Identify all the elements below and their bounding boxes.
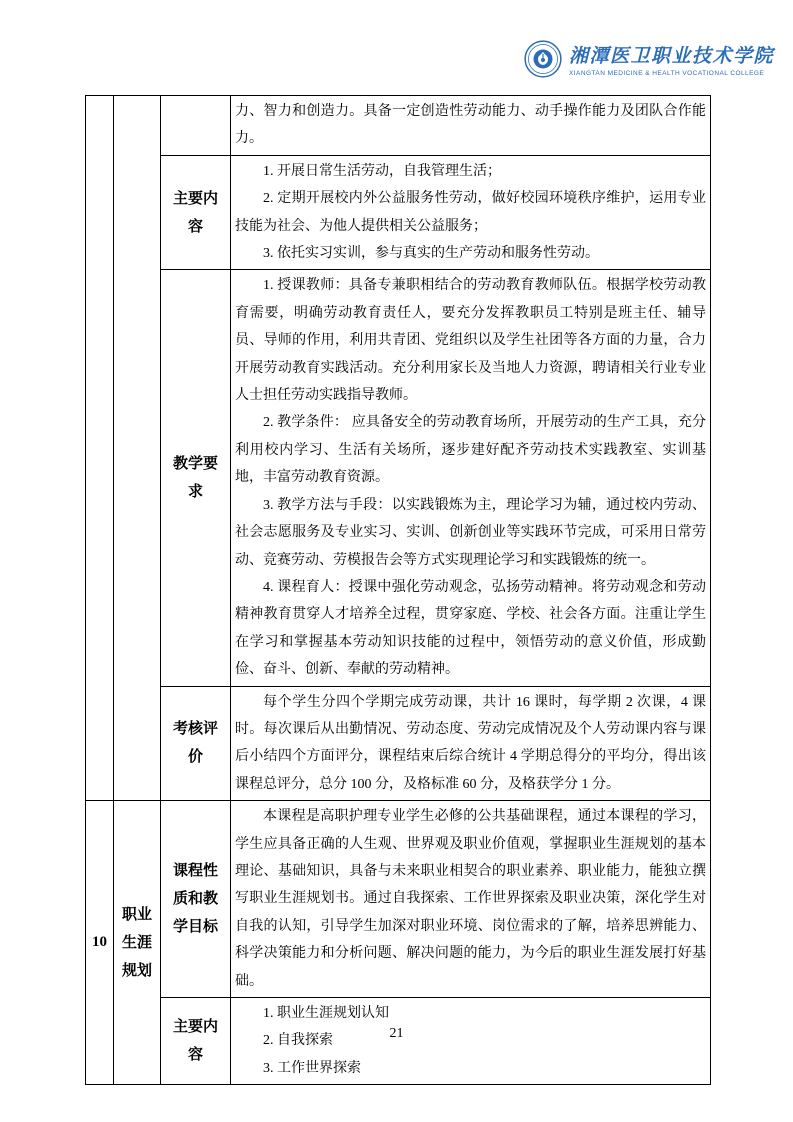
course-number-cell — [86, 801, 114, 1085]
paragraph: 力、智力和创造力。具备一定创造性劳动能力、动手操作能力及团队合作能力。 — [235, 104, 706, 147]
section-label-cell-empty — [161, 96, 231, 156]
page-footer — [0, 1026, 793, 1042]
course-number-cell-empty — [86, 96, 114, 801]
section-label: 主要内容 — [173, 190, 219, 235]
table-row — [86, 270, 711, 686]
college-emblem-icon — [524, 40, 562, 78]
teaching-requirements-cell — [231, 270, 711, 686]
paragraph: 4. 课程育人：授课中强化劳动观念，弘扬劳动精神。将劳动观念和劳动精神教育贯穿人才培养全过程，贯穿家庭、学校、社会各方面。注重让学生在学习和掌握基本劳动知识技能的过程中，领悟劳动的意义价值，形成勤俭、奋斗、创新、奉献的劳动精神。 — [235, 579, 706, 678]
section-label: 课程性质和教学目标 — [173, 863, 219, 936]
curriculum-table — [85, 95, 711, 1085]
table-row — [86, 686, 711, 801]
section-label-cell — [161, 270, 231, 686]
paragraph: 3. 教学方法与手段：以实践锻炼为主，理论学习为辅，通过校内劳动、社会志愿服务及专业实习、实训、创新创业等实践环节完成，可采用日常劳动、竞赛劳动、劳模报告会等方式实现理论学习和实践锻炼的统一。 — [235, 497, 706, 568]
college-name-block — [569, 41, 774, 77]
nature-objectives-cell — [231, 801, 711, 998]
course-name: 职业生涯规划 — [122, 906, 153, 979]
section-label: 教学要求 — [173, 455, 219, 500]
paragraph: 1. 授课教师：具备专兼职相结合的劳动教育教师队伍。根据学校劳动教育需要，明确劳动教育责任人，要充分发挥教职员工特别是班主任、辅导员、导师的作用，利用共青团、党组织以及学生社团等各方面的力量，合力开展劳动教育实践活动。充分利用家长及当地人力资源，聘请相关行业专业人士担任劳动实践指导教师。 — [235, 278, 706, 404]
continuation-content-cell — [231, 96, 711, 156]
paragraph: 2. 定期开展校内外公益服务性劳动，做好校园环境秩序维护，运用专业技能为社会、为他人提供相关公益服务； — [235, 191, 706, 234]
paragraph: 3. 依托实习实训，参与真实的生产劳动和服务性劳动。 — [263, 246, 599, 262]
section-label-cell — [161, 801, 231, 998]
table-row — [86, 801, 711, 998]
course-name-cell — [114, 801, 161, 1085]
college-name-cn: 湘潭医卫职业技术学院 — [569, 46, 775, 67]
college-logo — [524, 40, 562, 78]
page-header — [524, 40, 774, 78]
college-name-en: XIANGTAN MEDICINE & HEALTH VOCATIONAL COLLEGE — [569, 70, 765, 77]
table-row — [86, 155, 711, 270]
section-label-cell — [161, 155, 231, 270]
page-number: 21 — [389, 1026, 404, 1041]
paragraph: 1. 职业生涯规划认知 — [263, 1006, 389, 1021]
paragraph: 每个学生分四个学期完成劳动课，共计 16 课时，每学期 2 次课，4 课时。每次课后从出勤情况、劳动态度、劳动完成情况及个人劳动课内容与课后小结四个方面评分，课程结束后综合统计 4 学期总得分的平均分，得出该课程总评分，总分 100 分，及格标准 60 分，及格获学分 1 分。 — [235, 694, 706, 792]
paragraph: 3. 工作世界探索 — [263, 1060, 361, 1076]
assessment-cell — [231, 686, 711, 801]
table-row — [86, 96, 711, 156]
course-name-cell-empty — [114, 96, 161, 801]
paragraph: 1. 开展日常生活劳动，自我管理生活； — [263, 163, 501, 179]
section-label-cell — [161, 686, 231, 801]
course-number: 10 — [92, 934, 107, 951]
paragraph: 2. 自我探索 — [263, 1033, 333, 1049]
paragraph: 本课程是高职护理专业学生必修的公共基础课程，通过本课程的学习，学生应具备正确的人生观、世界观及职业价值观，掌握职业生涯规划的基本理论、基础知识，具备与未来职业相契合的职业素养、职业能力，能独立撰写职业生涯规划书。通过自我探索、工作世界探索及职业决策，深化学生对自我的认知，引导学生加深对职业环境、岗位需求的了解，培养思辨能力、科学决策能力和分析问题、解决问题的能力，为今后的职业生涯发展打好基础。 — [235, 809, 706, 989]
section-label: 主要内容 — [173, 1019, 219, 1064]
paragraph: 2. 教学条件： 应具备安全的劳动教育场所，开展劳动的生产工具，充分利用校内学习、生活有关场所，逐步建好配齐劳动技术实践教室、实训基地，丰富劳动教育资源。 — [235, 415, 706, 486]
main-content-cell — [231, 155, 711, 270]
section-label: 考核评价 — [173, 721, 219, 766]
